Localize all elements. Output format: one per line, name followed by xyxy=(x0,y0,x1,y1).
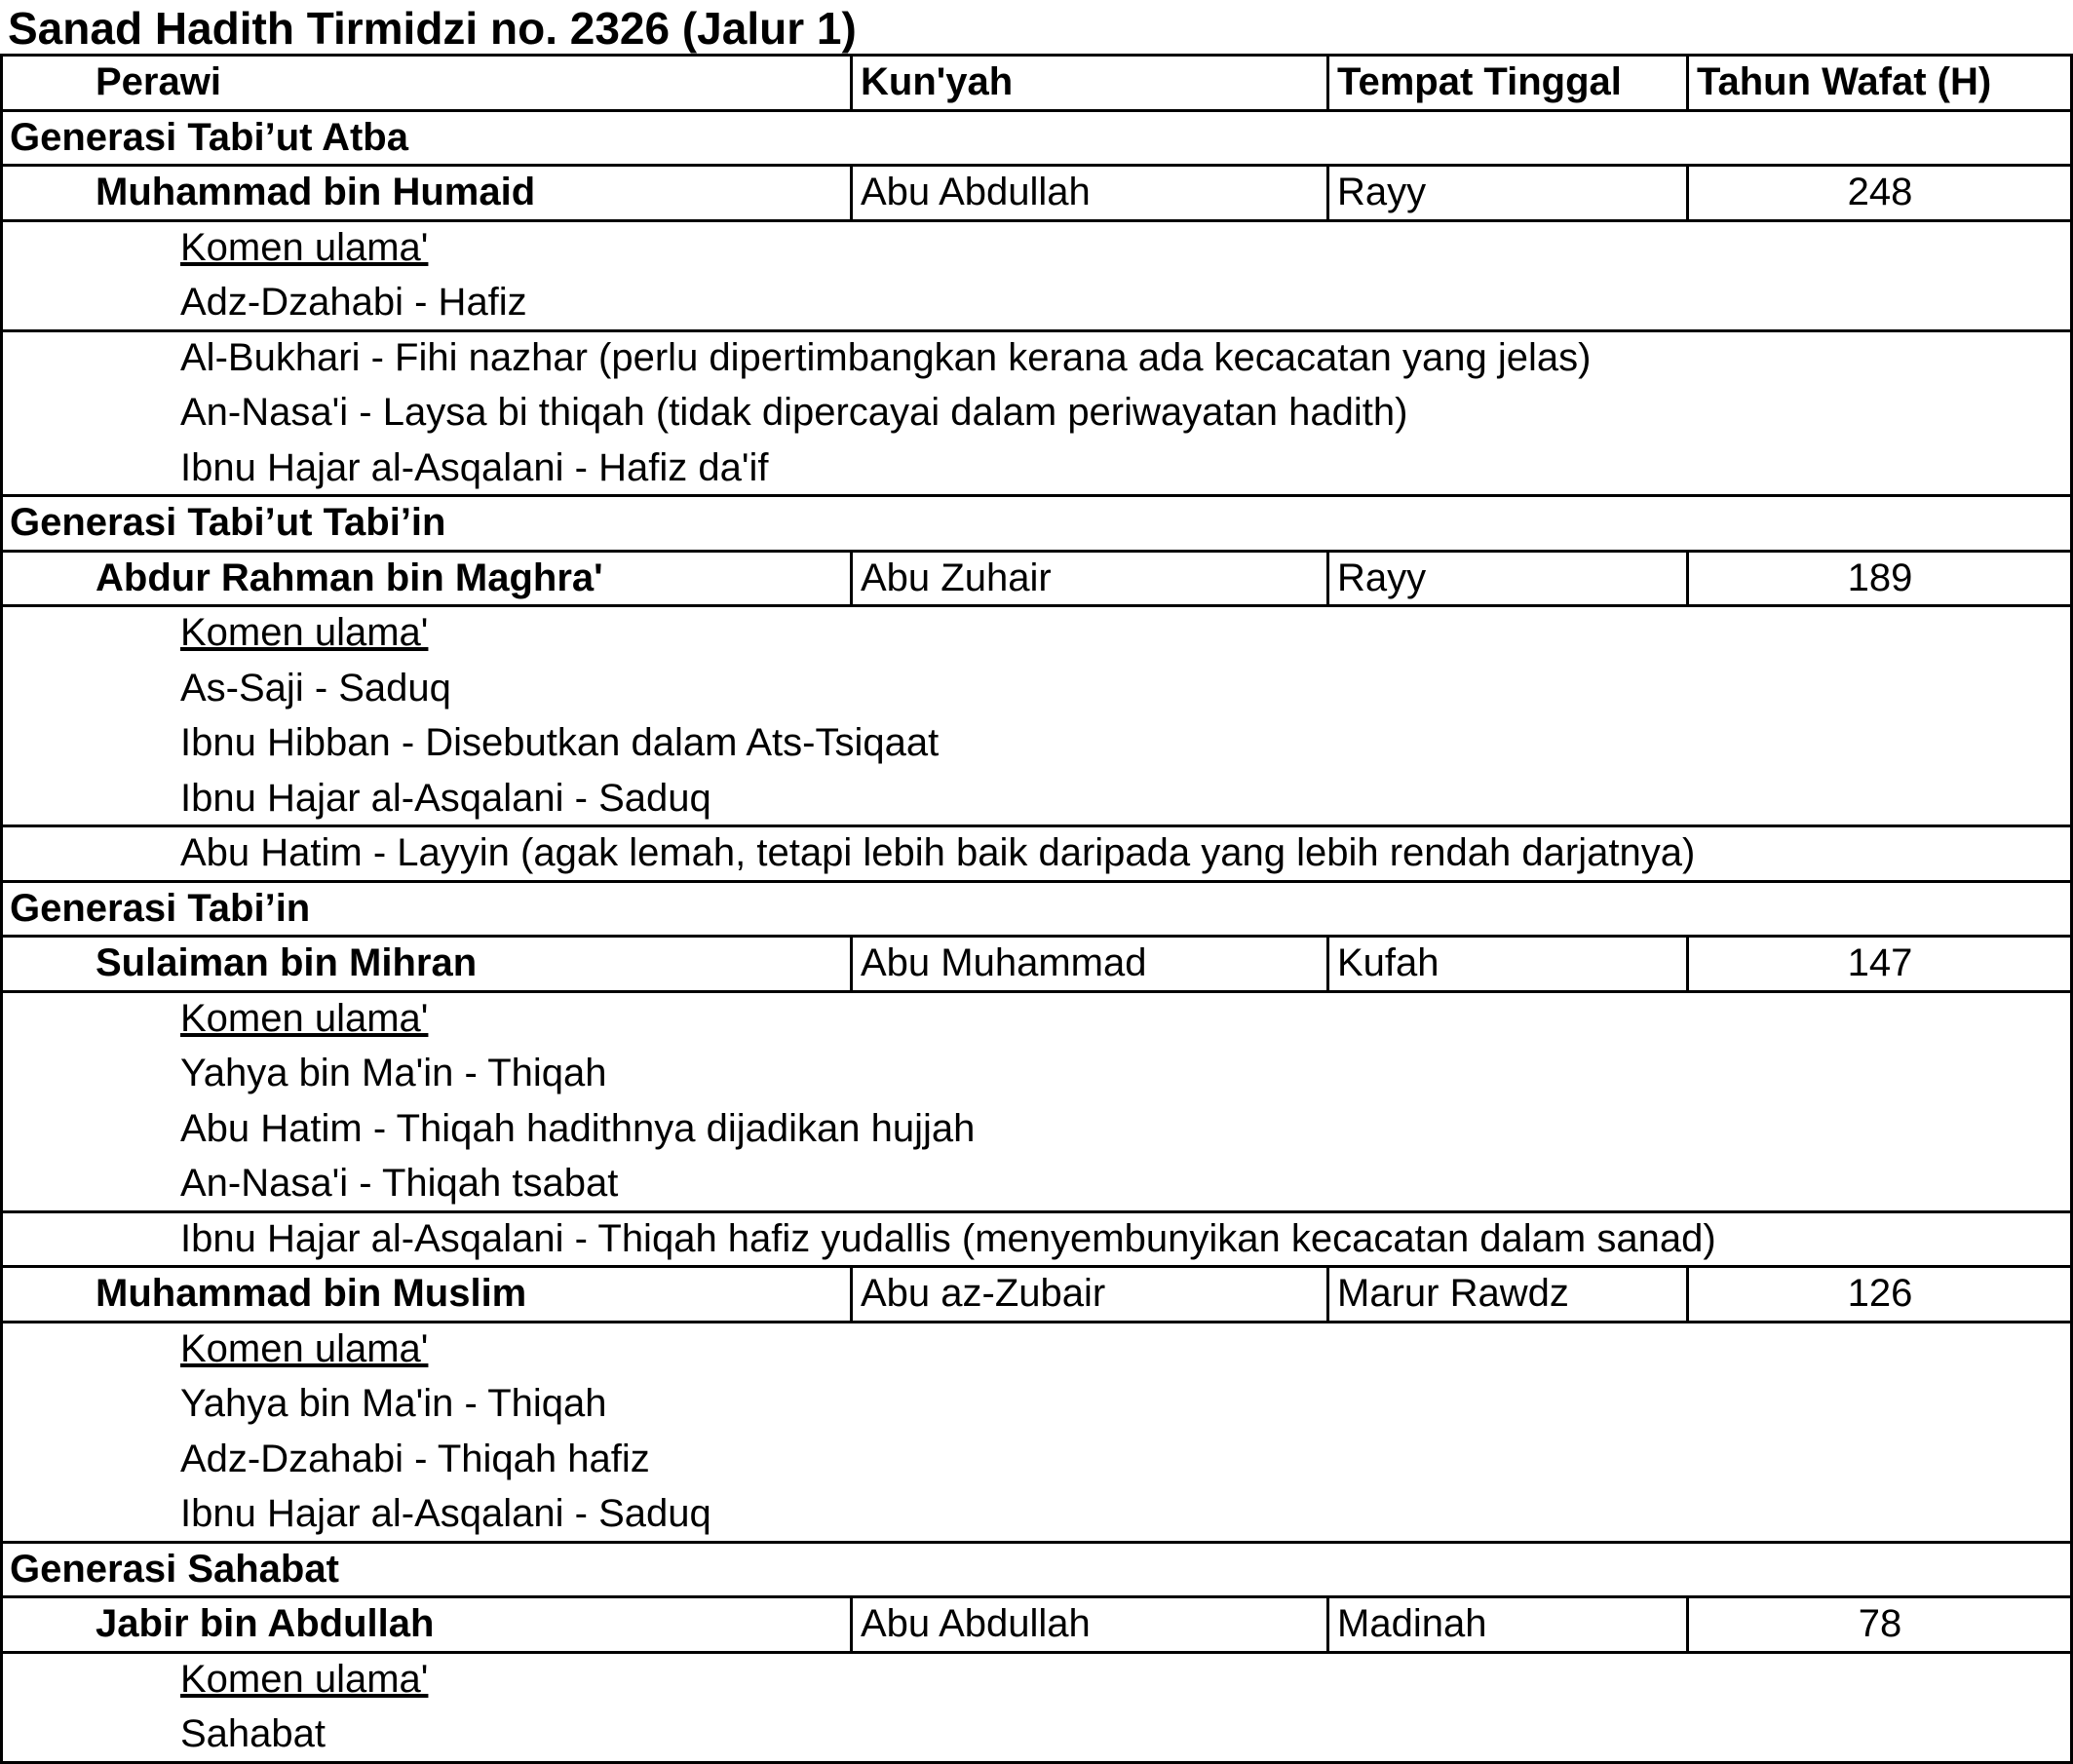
comment-heading: Komen ulama' xyxy=(180,1657,429,1701)
column-divider xyxy=(1326,54,1329,111)
grid-rule xyxy=(0,1541,2073,1544)
comment-text: Ibnu Hajar al-Asqalani - Thiqah hafiz yudallis (menyembunyikan kecacatan dalam sanad) xyxy=(180,1216,1716,1260)
grid-rule xyxy=(0,329,2073,332)
comment-row xyxy=(0,715,2073,771)
column-divider xyxy=(1686,1595,1689,1653)
generation-label: Generasi Tabi’ut Tabi’in xyxy=(10,501,446,544)
narrator-wafat: 147 xyxy=(1847,941,1913,984)
comment-text: As-Saji - Saduq xyxy=(180,666,451,709)
comment-heading-row xyxy=(0,605,2073,661)
table-border xyxy=(0,54,3,1763)
comment-row xyxy=(0,1211,2073,1267)
comment-heading: Komen ulama' xyxy=(180,996,429,1040)
column-divider xyxy=(1326,1595,1329,1653)
grid-rule xyxy=(0,604,2073,607)
comment-row xyxy=(0,1432,2073,1487)
comment-row xyxy=(0,275,2073,330)
column-divider xyxy=(1326,1265,1329,1323)
generation-row xyxy=(0,110,2073,166)
header-row xyxy=(0,55,2073,110)
comment-row xyxy=(0,1486,2073,1542)
comment-text: An-Nasa'i - Laysa bi thiqah (tidak dipercayai dalam periwayatan hadith) xyxy=(180,391,1408,434)
comment-heading: Komen ulama' xyxy=(180,1326,429,1370)
header-kunyah: Kun'yah xyxy=(861,60,1014,103)
comment-text: Ibnu Hibban - Disebutkan dalam Ats-Tsiqaat xyxy=(180,721,940,764)
comment-row xyxy=(0,330,2073,386)
narrator-row xyxy=(0,1266,2073,1322)
column-divider xyxy=(850,1265,853,1323)
generation-row xyxy=(0,1542,2073,1597)
narrator-kunyah: Abu Zuhair xyxy=(861,556,1052,599)
grid-rule xyxy=(0,990,2073,993)
column-divider xyxy=(1686,164,1689,221)
column-divider xyxy=(850,935,853,992)
narrator-tempat: Kufah xyxy=(1337,941,1440,984)
narrator-row xyxy=(0,551,2073,606)
grid-rule xyxy=(0,935,2073,938)
grid-rule xyxy=(0,109,2073,112)
comment-text: Ibnu Hajar al-Asqalani - Saduq xyxy=(180,1492,711,1535)
generation-label: Generasi Tabi’ut Atba xyxy=(10,115,408,159)
narrator-kunyah: Abu Abdullah xyxy=(861,1602,1091,1645)
column-divider xyxy=(1326,550,1329,607)
generation-row xyxy=(0,881,2073,937)
narrator-kunyah: Abu Abdullah xyxy=(861,171,1091,213)
comment-row xyxy=(0,1376,2073,1432)
narrator-tempat: Rayy xyxy=(1337,171,1427,213)
comment-text: Ibnu Hajar al-Asqalani - Saduq xyxy=(180,776,711,820)
column-divider xyxy=(850,550,853,607)
narrator-tempat: Marur Rawdz xyxy=(1337,1272,1569,1315)
page-title: Sanad Hadith Tirmidzi no. 2326 (Jalur 1) xyxy=(8,3,857,54)
comment-text: Adz-Dzahabi - Hafiz xyxy=(180,281,527,324)
comment-text: Ibnu Hajar al-Asqalani - Hafiz da'if xyxy=(180,445,769,489)
comment-heading-row xyxy=(0,991,2073,1047)
narrator-tempat: Madinah xyxy=(1337,1602,1487,1645)
narrator-wafat: 189 xyxy=(1847,556,1913,599)
narrator-name: Abdur Rahman bin Maghra' xyxy=(96,556,603,599)
grid-rule xyxy=(0,1595,2073,1598)
narrator-name: Sulaiman bin Mihran xyxy=(96,941,478,984)
grid-rule xyxy=(0,494,2073,497)
comment-heading-row xyxy=(0,1652,2073,1707)
narrator-name: Jabir bin Abdullah xyxy=(96,1602,435,1645)
narrator-row xyxy=(0,936,2073,991)
grid-rule xyxy=(0,1265,2073,1268)
header-tempat: Tempat Tinggal xyxy=(1337,60,1622,103)
grid-rule xyxy=(0,1651,2073,1654)
comment-heading-row xyxy=(0,220,2073,276)
comment-text: Sahabat xyxy=(180,1712,326,1755)
comment-heading-row xyxy=(0,1322,2073,1377)
comment-row xyxy=(0,771,2073,826)
column-divider xyxy=(1686,1265,1689,1323)
narrator-name: Muhammad bin Humaid xyxy=(96,171,536,213)
comment-text: Yahya bin Ma'in - Thiqah xyxy=(180,1382,607,1425)
grid-rule xyxy=(0,880,2073,883)
narrator-wafat: 248 xyxy=(1847,171,1913,213)
grid-rule xyxy=(0,550,2073,553)
narrator-name: Muhammad bin Muslim xyxy=(96,1272,527,1315)
column-divider xyxy=(850,54,853,111)
comment-text: Abu Hatim - Thiqah hadithnya dijadikan hujjah xyxy=(180,1106,976,1150)
comment-heading: Komen ulama' xyxy=(180,225,429,269)
narrator-tempat: Rayy xyxy=(1337,556,1427,599)
narrator-kunyah: Abu Muhammad xyxy=(861,941,1147,984)
comment-row xyxy=(0,825,2073,881)
grid-rule xyxy=(0,824,2073,827)
comment-row xyxy=(0,1156,2073,1211)
narrator-kunyah: Abu az-Zubair xyxy=(861,1272,1106,1315)
comment-row xyxy=(0,1046,2073,1101)
comment-text: Abu Hatim - Layyin (agak lemah, tetapi lebih baik daripada yang lebih rendah darjatnya) xyxy=(180,831,1696,874)
comment-row xyxy=(0,385,2073,441)
grid-rule xyxy=(0,1210,2073,1213)
grid-rule xyxy=(0,54,2073,57)
comment-text: An-Nasa'i - Thiqah tsabat xyxy=(180,1162,619,1205)
comment-text: Adz-Dzahabi - Thiqah hafiz xyxy=(180,1437,650,1480)
comment-row xyxy=(0,441,2073,496)
comment-heading: Komen ulama' xyxy=(180,611,429,654)
comment-text: Al-Bukhari - Fihi nazhar (perlu dipertimbangkan kerana ada kecacatan yang jelas) xyxy=(180,335,1592,379)
column-divider xyxy=(1686,54,1689,111)
grid-rule xyxy=(0,219,2073,222)
grid-rule xyxy=(0,164,2073,167)
narrator-row xyxy=(0,1596,2073,1652)
header-wafat: Tahun Wafat (H) xyxy=(1697,60,1992,103)
column-divider xyxy=(1326,935,1329,992)
comment-text: Yahya bin Ma'in - Thiqah xyxy=(180,1052,607,1094)
header-perawi: Perawi xyxy=(96,60,221,103)
generation-row xyxy=(0,495,2073,551)
narrator-wafat: 78 xyxy=(1858,1602,1902,1645)
column-divider xyxy=(850,1595,853,1653)
comment-row xyxy=(0,1706,2073,1762)
comment-row xyxy=(0,1101,2073,1157)
generation-label: Generasi Tabi’in xyxy=(10,886,311,930)
column-divider xyxy=(1326,164,1329,221)
grid-rule xyxy=(0,1321,2073,1323)
narrator-wafat: 126 xyxy=(1847,1272,1913,1315)
narrator-row xyxy=(0,165,2073,220)
column-divider xyxy=(1686,550,1689,607)
comment-row xyxy=(0,661,2073,716)
column-divider xyxy=(1686,935,1689,992)
column-divider xyxy=(850,164,853,221)
generation-label: Generasi Sahabat xyxy=(10,1547,339,1591)
